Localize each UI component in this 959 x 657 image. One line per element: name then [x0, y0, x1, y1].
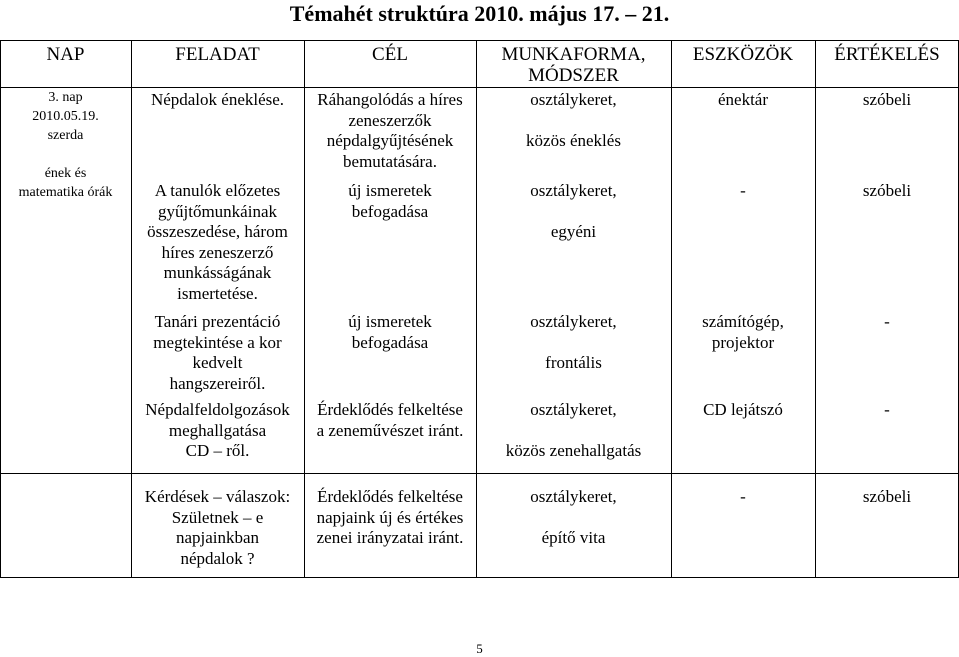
- header-munkaforma: MUNKAFORMA, MÓDSZER: [501, 44, 646, 86]
- row3-feladat: Tanári prezentáció megtekintése a kor kedvelt hangszereiről.: [153, 312, 282, 393]
- row2-cel: új ismeretek befogadása: [348, 181, 432, 221]
- row1-munkaforma: osztálykeret, közös éneklés: [526, 90, 621, 150]
- header-cel: CÉL: [372, 44, 408, 65]
- header-eszkozok: ESZKÖZÖK: [692, 44, 794, 65]
- page-number: 5: [476, 641, 483, 656]
- row3-munkaforma: osztálykeret, frontális: [530, 312, 617, 372]
- row3-cel: új ismeretek befogadása: [348, 312, 432, 352]
- row2-munkaforma: osztálykeret, egyéni: [530, 181, 617, 241]
- day-weekday: szerda: [47, 128, 84, 143]
- row3-ertekeles: -: [884, 312, 890, 331]
- header-feladat: FELADAT: [175, 44, 260, 65]
- row4-munkaforma: osztálykeret, közös zenehallgatás: [505, 400, 642, 460]
- row1-feladat: Népdalok éneklése.: [150, 90, 285, 109]
- row5-eszkoz: -: [740, 487, 746, 506]
- row4-eszkoz: CD lejátszó: [703, 400, 783, 419]
- row2-ertekeles: szóbeli: [862, 181, 912, 200]
- row4-feladat: Népdalfeldolgozások meghallgatása CD – ről.: [145, 400, 290, 460]
- row5-munkaforma: osztálykeret, építő vita: [530, 487, 617, 547]
- row4-cel: Érdeklődés felkeltése a zeneművészet iránt.: [316, 400, 464, 440]
- row2-feladat: A tanulók előzetes gyűjtőmunkáinak összeszedése, három híres zeneszerző munkásságának ismertetése.: [147, 181, 288, 303]
- row1-cel: Ráhangolódás a híres zeneszerzők népdalgyűjtésének bemutatására.: [317, 90, 463, 171]
- page-title: Témahét struktúra 2010. május 17. – 21.: [289, 1, 670, 26]
- row1-ertekeles: szóbeli: [862, 90, 912, 109]
- row3-eszkoz: számítógép, projektor: [702, 312, 784, 352]
- header-ertekeles: ÉRTÉKELÉS: [834, 44, 940, 65]
- row5-feladat: Kérdések – válaszok: Születnek – e napjainkban népdalok ?: [144, 487, 291, 568]
- day-date: 2010.05.19.: [32, 109, 99, 124]
- header-nap: NAP: [46, 44, 85, 65]
- day-lessons-line1: ének és: [44, 166, 87, 181]
- row5-cel: Érdeklődés felkeltése napjaink új és értékes zenei irányzatai iránt.: [316, 487, 464, 547]
- day-lessons-line2: matematika órák: [18, 185, 113, 200]
- row2-eszkoz: -: [740, 181, 746, 200]
- row1-eszkoz: énektár: [717, 90, 769, 109]
- day-label: 3. nap: [48, 90, 83, 105]
- row4-ertekeles: -: [884, 400, 890, 419]
- row5-ertekeles: szóbeli: [862, 487, 912, 506]
